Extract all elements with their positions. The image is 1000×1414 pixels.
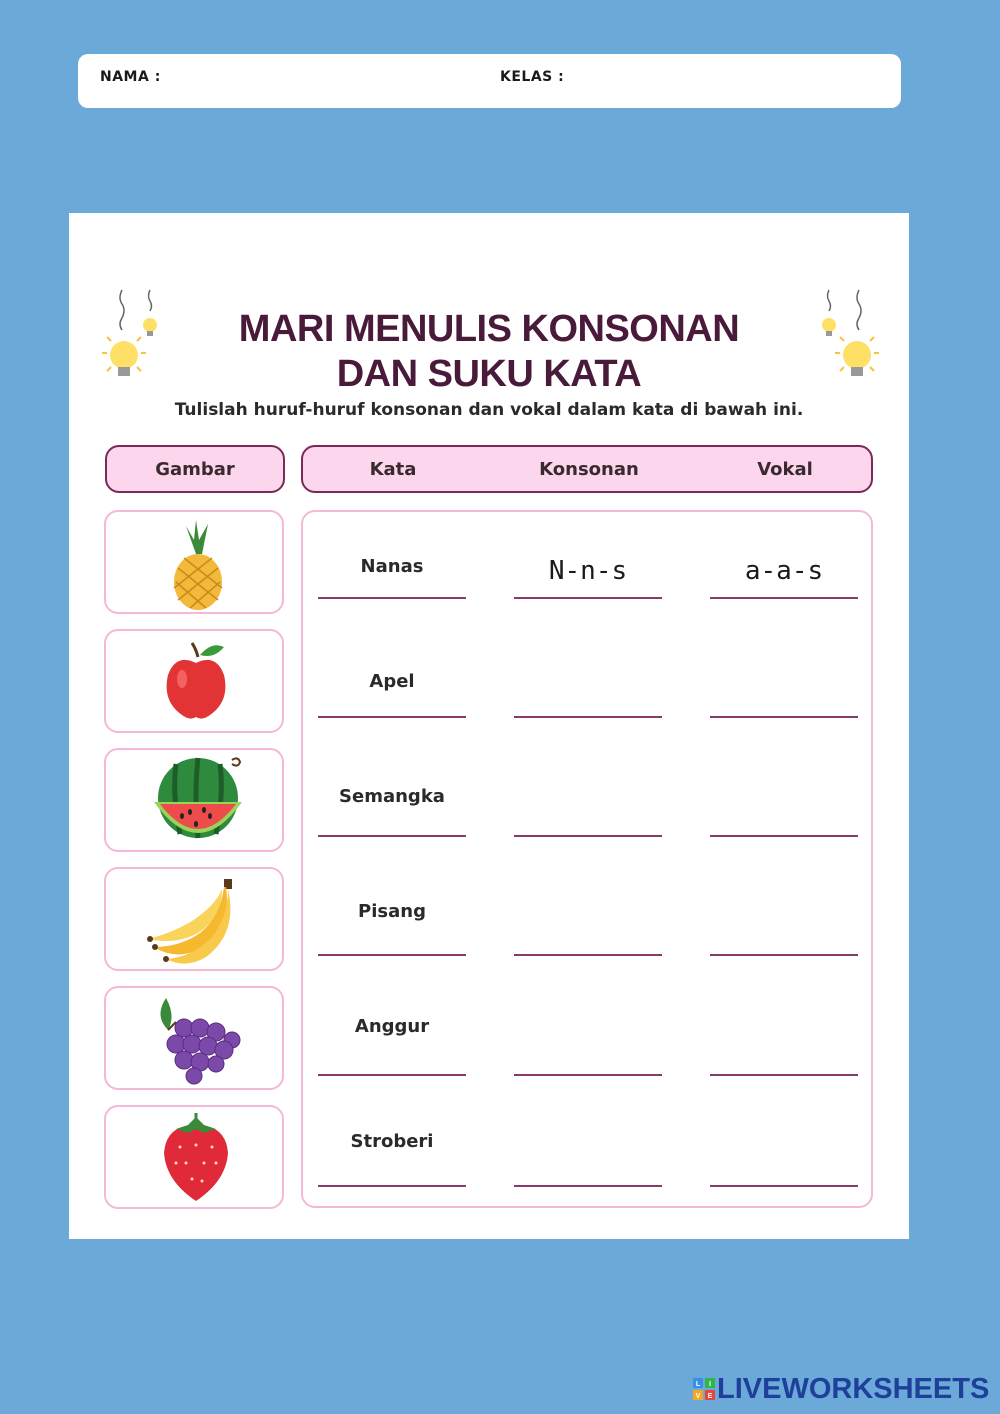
- konsonan-input-line[interactable]: [514, 716, 662, 718]
- name-class-bar: [78, 54, 901, 108]
- word-label: Stroberi: [350, 1131, 434, 1152]
- konsonan-answer[interactable]: N-n-s: [548, 556, 628, 586]
- word-label: Pisang: [358, 901, 426, 922]
- image-box-grapes: [104, 986, 284, 1090]
- word-label: Anggur: [354, 1016, 430, 1037]
- header-kata-label: Kata: [369, 459, 417, 480]
- underline: [318, 1185, 466, 1187]
- image-box-watermelon: [104, 748, 284, 852]
- watermelon-icon: [146, 754, 246, 850]
- vokal-input-line[interactable]: [710, 1074, 858, 1076]
- svg-text:I: I: [709, 1381, 711, 1389]
- table-row: [303, 512, 875, 627]
- instruction-text: Tulislah huruf-huruf konsonan dan vokal dalam kata di bawah ini.: [174, 400, 804, 420]
- svg-text:E: E: [707, 1393, 713, 1401]
- table-row: [303, 990, 875, 1105]
- word-label: Semangka: [339, 786, 445, 807]
- table-row: [303, 631, 875, 746]
- table-row: [303, 750, 875, 865]
- image-box-strawberry: [104, 1105, 284, 1209]
- table-row: [303, 1109, 875, 1224]
- vokal-input-line[interactable]: [710, 716, 858, 718]
- header-vokal-label: Vokal: [757, 459, 813, 480]
- underline: [318, 954, 466, 956]
- answer-table: [301, 510, 873, 1208]
- underline: [318, 835, 466, 837]
- table-row: [303, 870, 875, 985]
- konsonan-input-line[interactable]: [514, 954, 662, 956]
- worksheet: [69, 213, 909, 1239]
- svg-text:V: V: [695, 1393, 701, 1401]
- watermark-text: LIVEWORKSHEETS: [717, 1372, 990, 1405]
- page-title-line2: DAN SUKU KATA: [336, 353, 642, 395]
- apple-icon: [146, 635, 246, 731]
- underline: [318, 716, 466, 718]
- underline: [318, 597, 466, 599]
- konsonan-input-line[interactable]: [514, 835, 662, 837]
- liveworksheets-watermark: [693, 1372, 993, 1408]
- image-box-pineapple: [104, 510, 284, 614]
- konsonan-input-line[interactable]: [514, 1185, 662, 1187]
- vokal-input-line[interactable]: [710, 597, 858, 599]
- nama-label: NAMA :: [100, 69, 161, 85]
- strawberry-icon: [146, 1111, 246, 1207]
- page-title: MARI MENULIS KONSONAN: [238, 308, 740, 350]
- word-label: Apel: [369, 671, 415, 692]
- vokal-input-line[interactable]: [710, 1185, 858, 1187]
- word-label: Nanas: [360, 556, 424, 577]
- konsonan-input-line[interactable]: [514, 1074, 662, 1076]
- liveworksheets-logo-icon: [693, 1378, 715, 1400]
- vokal-input-line[interactable]: [710, 835, 858, 837]
- vokal-input-line[interactable]: [710, 954, 858, 956]
- underline: [318, 1074, 466, 1076]
- grapes-icon: [146, 992, 246, 1088]
- banana-icon: [146, 873, 246, 969]
- header-columns: [301, 445, 873, 493]
- kelas-label: KELAS :: [500, 69, 565, 85]
- vokal-answer[interactable]: a-a-s: [744, 556, 824, 586]
- header-konsonan-label: Konsonan: [539, 459, 639, 480]
- konsonan-input-line[interactable]: [514, 597, 662, 599]
- header-gambar-label: Gambar: [155, 459, 235, 480]
- header-gambar: [105, 445, 285, 493]
- image-box-banana: [104, 867, 284, 971]
- image-box-apple: [104, 629, 284, 733]
- svg-text:L: L: [695, 1381, 701, 1389]
- pineapple-icon: [146, 516, 246, 612]
